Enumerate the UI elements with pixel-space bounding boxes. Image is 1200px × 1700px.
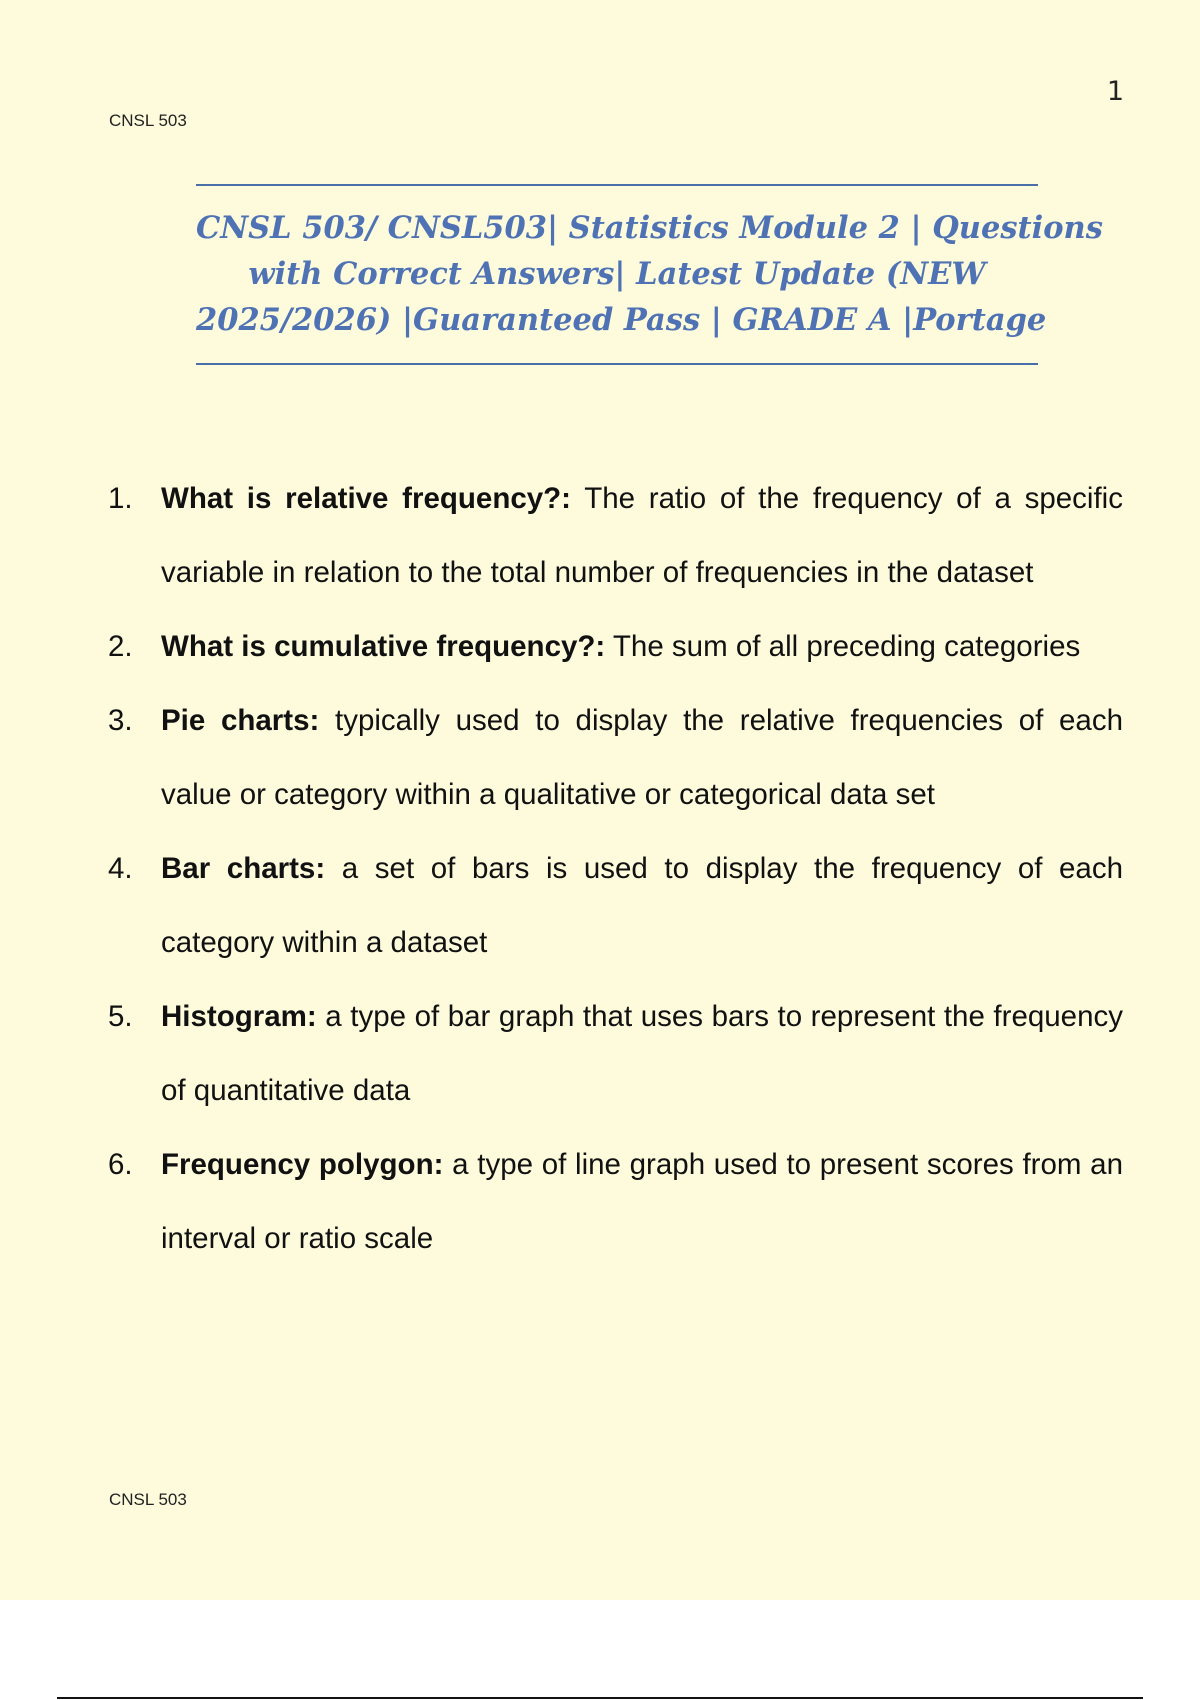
qa-number: 1. xyxy=(108,482,133,515)
qa-item-3 xyxy=(108,684,1123,832)
qa-term: Pie charts: xyxy=(161,704,320,737)
qa-term: Histogram: xyxy=(161,1000,317,1033)
page-number: 1 xyxy=(1106,76,1124,107)
qa-answer: typically used to display the relative frequencies of each value or category within a qualitative or categorical data set xyxy=(161,704,1123,811)
qa-number: 5. xyxy=(108,1000,133,1033)
title-line-3: 2025/2026) |Guaranteed Pass | GRADE A |Portage xyxy=(196,302,1047,338)
document-title xyxy=(196,184,1103,365)
qa-item-6 xyxy=(108,1128,1123,1276)
qa-answer: The sum of all preceding categories xyxy=(612,630,1081,663)
qa-term: Bar charts: xyxy=(161,852,326,885)
qa-item-2 xyxy=(108,610,1123,684)
qa-answer: a set of bars is used to display the frequency of each category within a dataset xyxy=(161,852,1123,959)
qa-term: What is relative frequency?: xyxy=(161,482,572,515)
qa-item-4 xyxy=(108,832,1123,980)
qa-term: Frequency polygon: xyxy=(161,1148,444,1181)
title-line-1: CNSL 503/ CNSL503| Statistics Module 2 | Questions xyxy=(196,210,1103,246)
page-separator-rule xyxy=(57,1697,1143,1699)
qa-answer: a type of bar graph that uses bars to represent the frequency of quantitative data xyxy=(161,1000,1123,1107)
qa-answer: The ratio of the frequency of a specific variable in relation to the total number of frequencies in the dataset xyxy=(161,482,1123,589)
qa-number: 3. xyxy=(108,704,133,737)
qa-number: 2. xyxy=(108,630,133,663)
qa-number: 6. xyxy=(108,1148,133,1181)
qa-item-5 xyxy=(108,980,1123,1128)
qa-number: 4. xyxy=(108,852,133,885)
qa-list xyxy=(108,462,1123,1276)
qa-answer: a type of line graph used to present scores from an interval or ratio scale xyxy=(161,1148,1123,1255)
qa-item-1 xyxy=(108,462,1123,610)
qa-term: What is cumulative frequency?: xyxy=(161,630,606,663)
running-header: CNSL 503 xyxy=(109,111,187,130)
running-footer: CNSL 503 xyxy=(109,1490,187,1509)
title-line-2: with Correct Answers| Latest Update (NEW xyxy=(248,256,986,292)
